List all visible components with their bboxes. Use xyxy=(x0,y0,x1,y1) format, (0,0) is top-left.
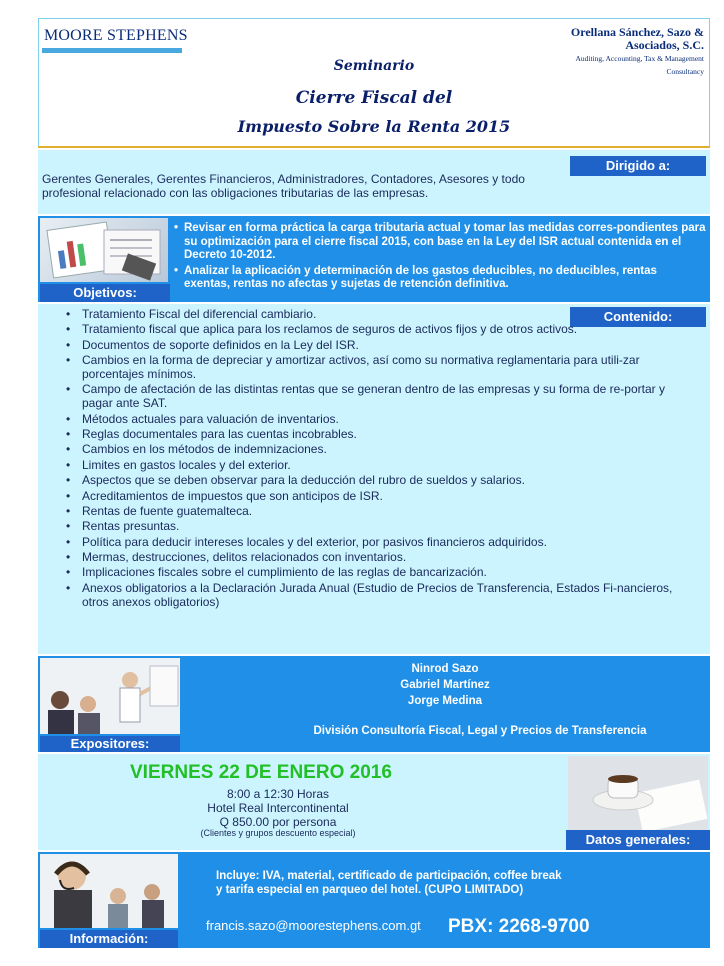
includes-line: Incluye: IVA, material, certificado de participación, coffee break xyxy=(216,870,562,882)
objetivos-list xyxy=(172,222,706,294)
list-item: • Rentas presuntas. xyxy=(64,520,696,534)
title-seminario: Seminario xyxy=(333,58,415,74)
list-item: • Acreditamientos de impuestos que son anticipos de ISR. xyxy=(64,490,696,504)
headset-agent-photo-icon xyxy=(40,854,178,928)
list-item: • Métodos actuales para valuación de inventarios. xyxy=(64,413,696,427)
charts-photo-icon xyxy=(40,218,168,282)
list-item: • Revisar en forma práctica la carga tributaria actual y tomar las medidas corres-pondientes para su optimización para el cierre fiscal 2015, con base en la Ley del ISR actual contenida en el Decreto 10-2012. xyxy=(172,222,706,263)
dirigido-text: Gerentes Generales, Gerentes Financieros, Administradores, Contadores, Asesores y todo profesional relacionado con las obligaciones tributarias de las empresas. xyxy=(42,172,525,200)
list-item: • Rentas de fuente guatemalteca. xyxy=(64,505,696,519)
list-item: • Cambios en la forma de depreciar y amortizar activos, así como su normativa reglamentaria para utili-zar porcentajes mínimos. xyxy=(64,354,696,382)
list-item: • Campo de afectación de las distintas rentas que se generan dentro de las empresas y su forma de re-portar y pagar ante SAT. xyxy=(64,383,696,411)
divider xyxy=(38,146,710,148)
includes-text xyxy=(216,869,696,897)
expositores-label: Expositores: xyxy=(40,736,180,752)
list-item: • Anexos obligatorios a la Declaración Jurada Anual (Estudio de Precios de Transferencia, Estados Fi-nancieros, otros anexos obligatorios) xyxy=(64,582,696,610)
list-item: • Tratamiento fiscal que aplica para los reclamos de seguros de activos fijos y de otros activos. xyxy=(64,323,696,337)
dirigido-label: Dirigido a: xyxy=(570,156,706,176)
coffee-cup-photo-icon xyxy=(568,756,708,830)
contenido-list xyxy=(64,308,696,611)
list-item: • Política para deducir intereses locales y del exterior, por pasivos financieros adquiridos. xyxy=(64,536,696,550)
speaker-name: Jorge Medina xyxy=(407,695,483,707)
event-price: Q 850.00 por persona xyxy=(219,815,337,829)
firm-name: Orellana Sánchez, Sazo & Asociados, S.C. xyxy=(570,25,704,52)
list-item: • Documentos de soporte definidos en la Ley del ISR. xyxy=(64,339,696,353)
list-item: • Cambios en los métodos de indemnizaciones. xyxy=(64,443,696,457)
informacion-label: Información: xyxy=(40,930,178,948)
objetivos-label: Objetivos: xyxy=(40,284,170,302)
title-line-2: Cierre Fiscal del xyxy=(295,88,453,108)
contact-email[interactable]: francis.sazo@moorestephens.com.gt xyxy=(206,918,421,933)
firm-tagline: Auditing, Accounting, Tax & Management Consultancy xyxy=(575,54,704,76)
list-item: • Analizar la aplicación y determinación de los gastos deducibles, no deducibles, rentas exentas, rentas no afectas y sujetas de retención definitiva. xyxy=(172,265,706,292)
discount-note: (Clientes y grupos descuento especial) xyxy=(200,828,356,838)
logo-underline xyxy=(42,48,182,53)
includes-line: y tarifa especial en parqueo del hotel. (CUPO LIMITADO) xyxy=(216,884,524,896)
datos-label: Datos generales: xyxy=(566,830,710,850)
list-item: • Limites en gastos locales y del exterior. xyxy=(64,459,696,473)
contenido-label: Contenido: xyxy=(570,307,706,327)
list-item: • Reglas documentales para las cuentas incobrables. xyxy=(64,428,696,442)
list-item: • Aspectos que se deben observar para la deducción del rubro de sueldos y salarios. xyxy=(64,474,696,488)
event-venue: Hotel Real Intercontinental xyxy=(207,801,349,815)
event-hours: 8:00 a 12:30 Horas xyxy=(226,787,330,801)
presenter-photo-icon xyxy=(40,658,180,734)
list-item: • Tratamiento Fiscal del diferencial cambiario. xyxy=(64,308,696,322)
list-item: • Mermas, destrucciones, delitos relacionados con inventarios. xyxy=(64,551,696,565)
speaker-name: Gabriel Martínez xyxy=(400,679,490,691)
division-text: División Consultoría Fiscal, Legal y Precios de Transferencia xyxy=(313,725,647,737)
list-item: • Implicaciones fiscales sobre el cumplimiento de las reglas de bancarización. xyxy=(64,566,696,580)
moore-stephens-logo: MOORE STEPHENS xyxy=(44,27,188,44)
title-line-3: Impuesto Sobre la Renta 2015 xyxy=(237,117,511,136)
speaker-name: Ninrod Sazo xyxy=(411,663,479,675)
event-date: VIERNES 22 DE ENERO 2016 xyxy=(130,762,392,783)
contact-phone: PBX: 2268-9700 xyxy=(448,916,590,937)
